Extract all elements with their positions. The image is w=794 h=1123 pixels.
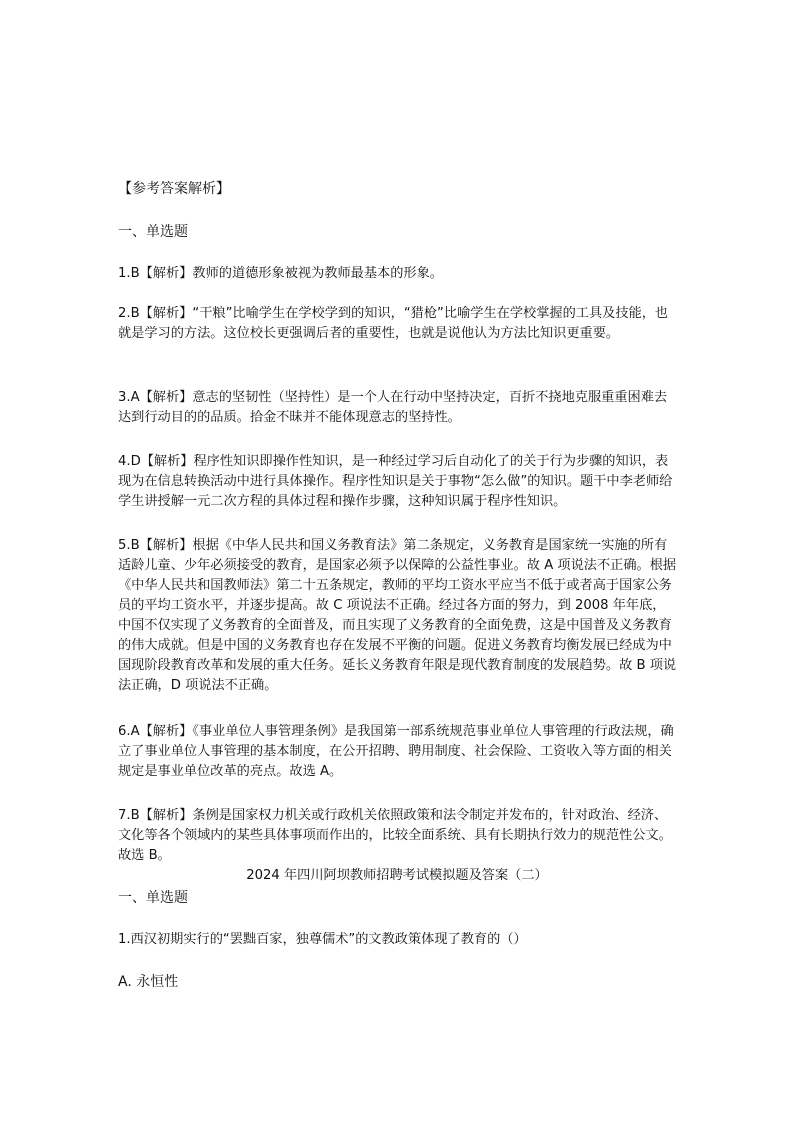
part-heading-2: 一、单选题 — [118, 890, 188, 906]
question-1: 1.西汉初期实行的“罢黜百家，独尊儒术”的文教政策体现了教育的（） — [118, 932, 527, 947]
answer-4: 4.D【解析】程序性知识即操作性知识，是一种经过学习后自动化了的关于行为步骤的知识，表现为在信息转换活动中进行具体操作。程序性知识是关于事物“怎么做”的知识。题干中李老师给学生讲授解一元二次方程的具体过程和操作步骤，这种知识属于程序性知识。 — [118, 454, 673, 509]
answer-2: 2.B【解析】“干粮”比喻学生在学校学到的知识，“猎枪”比喻学生在学校掌握的工具及技能，也就是学习的方法。这位校长更强调后者的重要性，也就是说他认为方法比知识更重要。 — [118, 306, 669, 341]
option-a: A. 永恒性 — [118, 974, 179, 990]
exam-title: 2024 年四川阿坝教师招聘考试模拟题及答案（二） — [246, 868, 548, 883]
answer-3: 3.A【解析】意志的坚韧性（坚持性）是一个人在行动中坚持决定，百折不挠地克服重重困难去达到行动目的的品质。拾金不昧并不能体现意志的坚持性。 — [118, 390, 668, 425]
answer-7: 7.B【解析】条例是国家权力机关或行政机关依照政策和法令制定并发布的，针对政治、经济、文化等各个领域内的某些具体事项而作出的，比较全面系统、具有长期执行效力的规范性公文。故选 B。 — [118, 808, 672, 863]
answer-6: 6.A【解析】《事业单位人事管理条例》是我国第一部系统规范事业单位人事管理的行政法规，确立了事业单位人事管理的基本制度，在公开招聘、聘用制度、社会保险、工资收入等方面的相关规定是事业单位改革的亮点。故选 A。 — [118, 724, 674, 779]
section-title: 【参考答案解析】 — [118, 181, 230, 197]
answer-1: 1.B【解析】教师的道德形象被视为教师最基本的形象。 — [118, 266, 443, 281]
answer-5: 5.B【解析】根据《中华人民共和国义务教育法》第二条规定，义务教育是国家统一实施的所有适龄儿童、少年必须接受的教育，是国家必须予以保障的公益性事业。故 A 项说法不正确。根据《中华人民共和国教师法》第二十五条规定，教师的平均工资水平应当不低于或者高于国家公务员的平均工资水平，并逐步提高。故 C 项说法不正确。经过各方面的努力，到 2008 年年底，中国不仅实现了义务教育的全面普及，而且实现了义务教育的全面免费，这是中国普及义务教育的伟大成就。但是中国的义务教育也存在发展不平衡的问题。促进义务教育均衡发展已经成为中国现阶段教育改革和发展的重大任务。延长义务教育年限是现代教育制度的发展趋势。故 B 项说法正确，D 项说法不正确。 — [118, 538, 677, 693]
part-heading: 一、单选题 — [118, 224, 188, 240]
